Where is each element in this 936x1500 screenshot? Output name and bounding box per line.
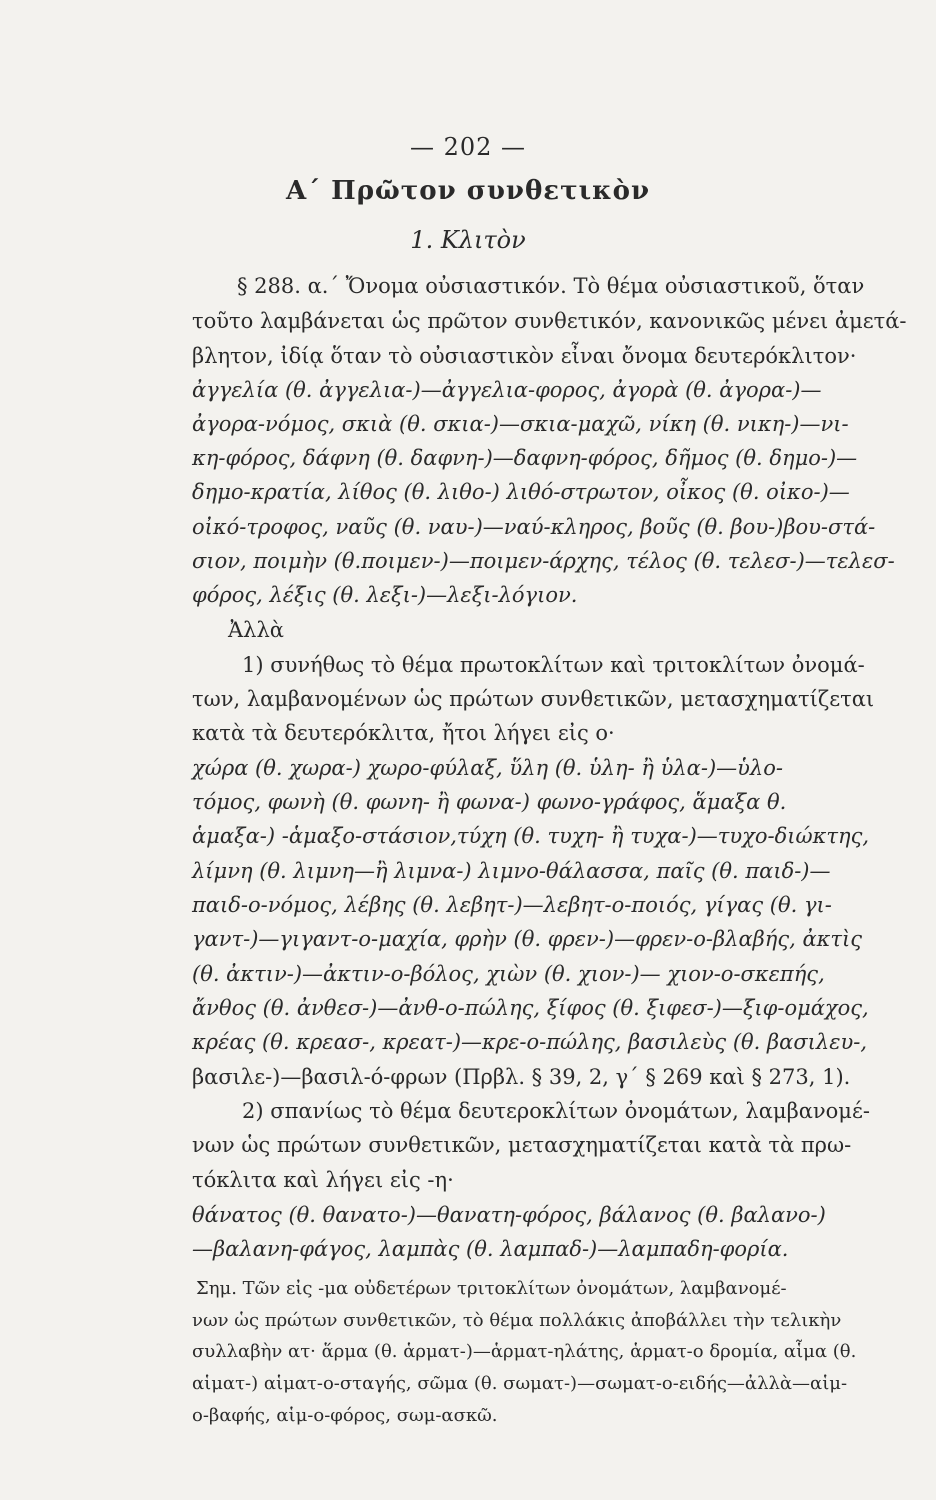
text-line: σιον, ποιμὴν (θ.ποιμεν-)—ποιμεν-άρχης, τέλος (θ. τελεσ-)—τελεσ- <box>192 549 895 573</box>
note-line: αἱματ-) αἱματ-ο-σταγής, σῶμα (θ. σωματ-)—σωματ-ο-ειδής—ἀλλὰ—αἱμ- <box>192 1373 848 1394</box>
text-line: φόρος, λέξις (θ. λεξι-)—λεξι-λόγιον. <box>192 583 578 607</box>
text-line: ἀγγελία (θ. ἀγγελια-)—ἀγγελια-φορος, ἀγορὰ (θ. ἀγορα-)— <box>192 378 822 402</box>
note-line: νων ὡς πρώτων συνθετικῶν, τὸ θέμα πολλάκις ἀποβάλλει τὴν τελικὴν <box>192 1310 842 1331</box>
text-line: παιδ-ο-νόμος, λέβης (θ. λεβητ-)—λεβητ-ο-ποιός, γίγας (θ. γι- <box>192 893 832 917</box>
text-line: βλητον, ἰδίᾳ ὅταν τὸ οὐσιαστικὸν εἶναι ὄνομα δευτερόκλιτον· <box>192 344 857 368</box>
text-line: δημο-κρατία, λίθος (θ. λιθο-) λιθό-στρωτον, οἶκος (θ. οἰκο-)— <box>192 480 850 504</box>
section-heading: Α΄ Πρῶτον συνθετικὸν <box>285 176 651 206</box>
text-line: τόκλιτα καὶ λήγει εἰς -η· <box>192 1168 454 1192</box>
page-number: — 202 — <box>409 133 527 161</box>
text-line: 1) συνήθως τὸ θέμα πρωτοκλίτων καὶ τριτοκλίτων ὀνομά- <box>242 653 865 677</box>
text-line: Ἀλλὰ <box>228 618 284 642</box>
text-line: κη-φόρος, δάφνη (θ. δαφνη-)—δαφνη-φόρος, δῆμος (θ. δημο-)— <box>192 446 858 470</box>
text-line: ἁμαξα-) -ἁμαξο-στάσιον,τύχη (θ. τυχη- ἢ τυχα-)—τυχο-διώκτης, <box>192 824 870 848</box>
text-line: τόμος, φωνὴ (θ. φωνη- ἢ φωνα-) φωνο-γράφος, ἅμαξα θ. <box>192 790 787 814</box>
text-line: (θ. ἀκτιν-)—ἀκτιν-ο-βόλος, χιὼν (θ. χιον-)— χιον-ο-σκεπής, <box>192 962 825 986</box>
text-line: θάνατος (θ. θανατο-)—θανατη-φόρος, βάλανος (θ. βαλανο-) <box>192 1203 826 1227</box>
text-line: κατὰ τὰ δευτερόκλιτα, ἤτοι λήγει εἰς ο· <box>192 721 615 745</box>
text-line: 2) σπανίως τὸ θέμα δευτεροκλίτων ὀνομάτων, λαμβανομέ- <box>242 1099 870 1123</box>
note-line: Σημ. Τῶν εἰς -μα οὐδετέρων τριτοκλίτων ὀνομάτων, λαμβανομέ- <box>196 1278 787 1299</box>
note-line: συλλαβὴν ατ· ἅρμα (θ. ἁρματ-)—ἁρματ-ηλάτης, ἁρματ-ο δρομία, αἷμα (θ. <box>192 1341 857 1362</box>
text-line: τοῦτο λαμβάνεται ὡς πρῶτον συνθετικόν, κανονικῶς μένει ἀμετά- <box>192 309 907 333</box>
note-line: ο-βαφής, αἱμ-ο-φόρος, σωμ-ασκῶ. <box>192 1405 498 1426</box>
text-line: οἰκό-τροφος, ναῦς (θ. ναυ-)—ναύ-κληρος, βοῦς (θ. βου-)βου-στά- <box>192 515 876 539</box>
text-line: νων ὡς πρώτων συνθετικῶν, μετασχηματίζεται κατὰ τὰ πρω- <box>192 1133 852 1157</box>
text-line: § 288. α.΄ Ὄνομα οὐσιαστικόν. Τὸ θέμα οὐσιαστικοῦ, ὅταν <box>237 274 865 298</box>
text-line: ἀγορα-νόμος, σκιὰ (θ. σκια-)—σκια-μαχῶ, νίκη (θ. νικη-)—νι- <box>192 412 849 436</box>
text-line: των, λαμβανομένων ὡς πρώτων συνθετικῶν, μετασχηματίζεται <box>192 687 875 711</box>
text-line: —βαλανη-φάγος, λαμπὰς (θ. λαμπαδ-)—λαμπαδη-φορία. <box>192 1237 789 1261</box>
text-line: βασιλε-)—βασιλ-ό-φρων (Πρβλ. § 39, 2, γ΄ § 269 καὶ § 273, 1). <box>192 1065 851 1089</box>
text-line: κρέας (θ. κρεασ-, κρεατ-)—κρε-ο-πώλης, βασιλεὺς (θ. βασιλευ-, <box>192 1030 868 1054</box>
text-line: λίμνη (θ. λιμνη—ἢ λιμνα-) λιμνο-θάλασσα, παῖς (θ. παιδ-)— <box>192 859 831 883</box>
text-line: ἄνθος (θ. ἀνθεσ-)—ἀνθ-ο-πώλης, ξίφος (θ. ξιφεσ-)—ξιφ-ομάχος, <box>192 996 869 1020</box>
text-line: χώρα (θ. χωρα-) χωρο-φύλαξ, ὕλη (θ. ὑλη- ἢ ὑλα-)—ὑλο- <box>192 756 783 780</box>
subsection-heading: 1. Κλιτὸν <box>410 226 526 254</box>
text-line: γαντ-)—γιγαντ-ο-μαχία, φρὴν (θ. φρεν-)—φρεν-ο-βλαβής, ἀκτὶς <box>192 927 863 951</box>
